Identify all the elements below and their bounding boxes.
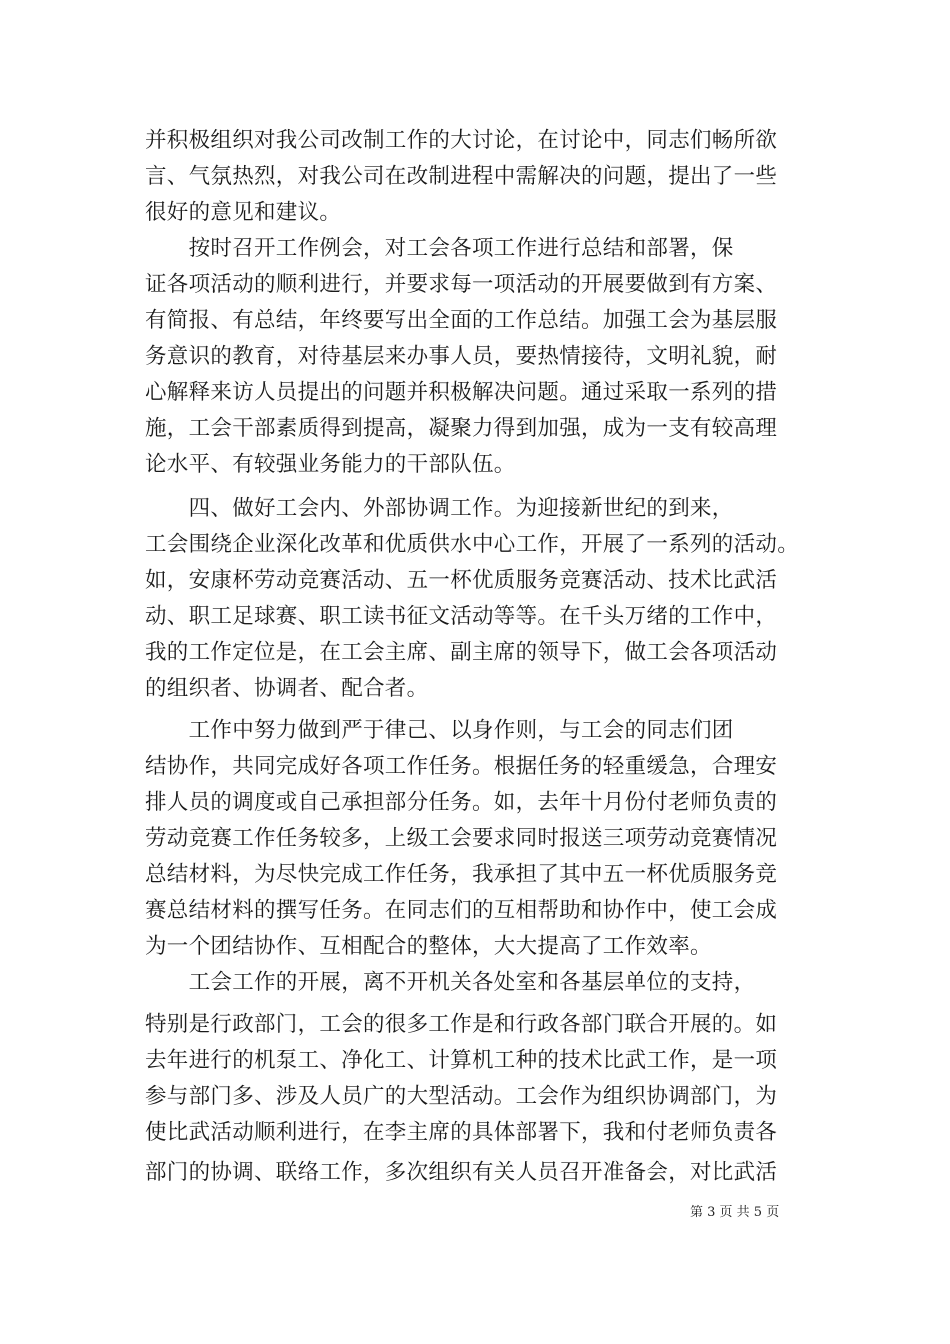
text-line: 很好的意见和建议。 (145, 200, 342, 225)
text-line: 心解释来访人员提出的问题并积极解决问题。通过采取一系列的措 (145, 380, 778, 405)
text-line: 论水平、有较强业务能力的干部队伍。 (145, 452, 516, 477)
text-line: 排人员的调度或自己承担部分任务。如，去年十月份付老师负责的 (145, 790, 778, 815)
text-line: 工作中努力做到严于律己、以身作则，与工会的同志们团 (145, 718, 734, 743)
text-line: 四、做好工会内、外部协调工作。为迎接新世纪的到来， (145, 496, 734, 521)
text-line: 为一个团结协作、互相配合的整体，大大提高了工作效率。 (145, 934, 712, 959)
text-line: 有简报、有总结，年终要写出全面的工作总结。加强工会为基层服 (145, 308, 778, 333)
text-line: 劳动竞赛工作任务较多，上级工会要求同时报送三项劳动竞赛情况 (145, 826, 778, 851)
text-line: 言、气氛热烈，对我公司在改制进程中需解决的问题，提出了一些 (145, 164, 778, 189)
text-line: 务意识的教育，对待基层来办事人员，要热情接待，文明礼貌，耐 (145, 344, 778, 369)
text-line: 的组织者、协调者、配合者。 (145, 676, 429, 701)
text-line: 参与部门多、涉及人员广的大型活动。工会作为组织协调部门，为 (145, 1084, 778, 1109)
text-line: 动、职工足球赛、职工读书征文活动等等。在千头万绪的工作中， (145, 604, 778, 629)
text-line: 施，工会干部素质得到提高，凝聚力得到加强，成为一支有较高理 (145, 416, 778, 441)
page-number: 第 3 页 共 5 页 (690, 1205, 780, 1220)
text-line: 去年进行的机泵工、净化工、计算机工种的技术比武工作，是一项 (145, 1048, 778, 1073)
text-line: 工会工作的开展，离不开机关各处室和各基层单位的支持， (145, 970, 756, 995)
text-line: 结协作，共同完成好各项工作任务。根据任务的轻重缓急，合理安 (145, 754, 778, 779)
text-line: 赛总结材料的撰写任务。在同志们的互相帮助和协作中，使工会成 (145, 898, 778, 923)
text-line: 证各项活动的顺利进行，并要求每一项活动的开展要做到有方案、 (145, 272, 778, 297)
text-line: 按时召开工作例会，对工会各项工作进行总结和部署，保 (145, 236, 734, 261)
text-line: 特别是行政部门，工会的很多工作是和行政各部门联合开展的。如 (145, 1012, 778, 1037)
text-line: 总结材料，为尽快完成工作任务，我承担了其中五一杯优质服务竞 (145, 862, 778, 887)
text-line: 我的工作定位是，在工会主席、副主席的领导下，做工会各项活动 (145, 640, 778, 665)
text-line: 并积极组织对我公司改制工作的大讨论，在讨论中，同志们畅所欲 (145, 128, 778, 153)
text-line: 如，安康杯劳动竞赛活动、五一杯优质服务竞赛活动、技术比武活 (145, 568, 778, 593)
text-line: 部门的协调、联络工作，多次组织有关人员召开准备会，对比武活 (145, 1160, 778, 1185)
text-line: 使比武活动顺利进行，在李主席的具体部署下，我和付老师负责各 (145, 1120, 778, 1145)
text-line: 工会围绕企业深化改革和优质供水中心工作，开展了一系列的活动。 (145, 532, 800, 557)
